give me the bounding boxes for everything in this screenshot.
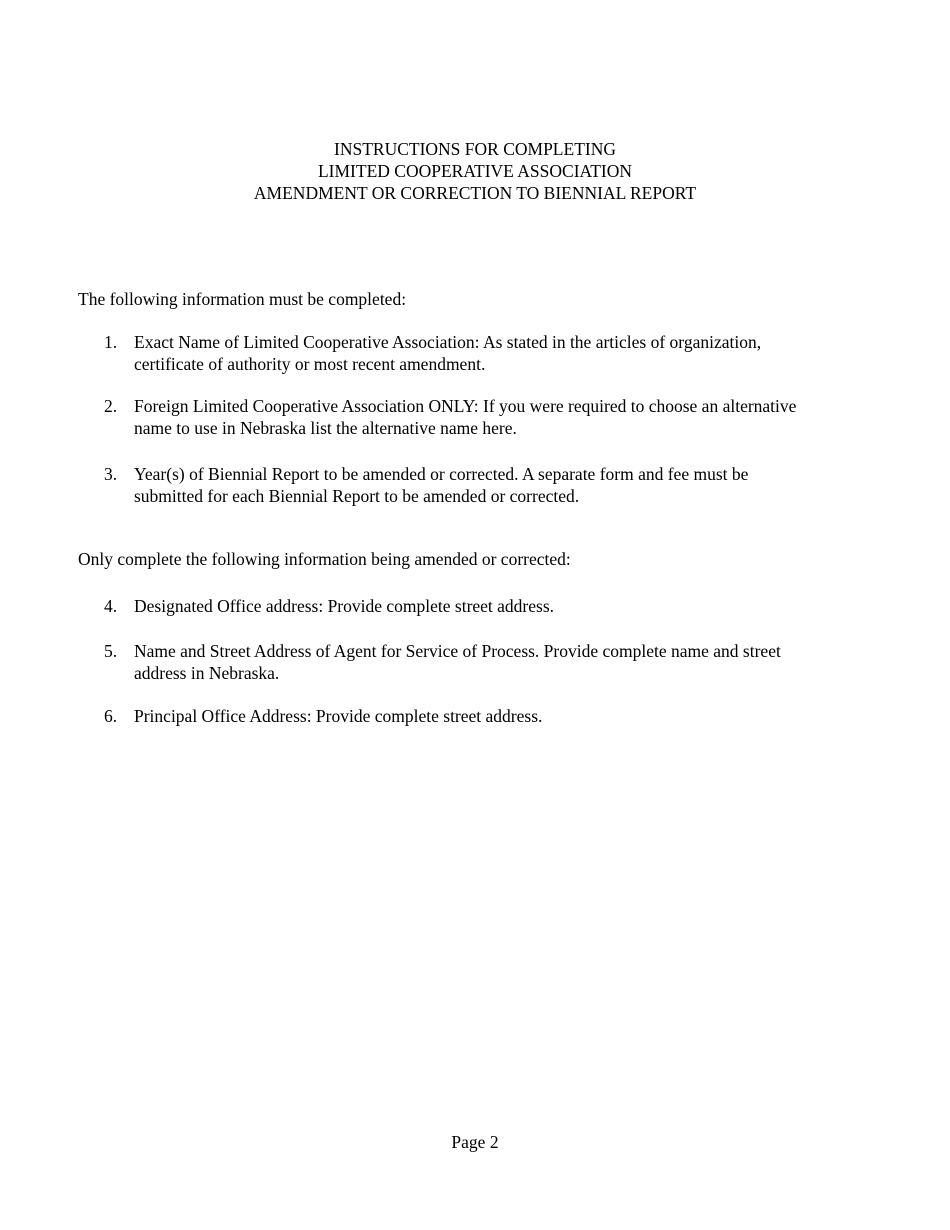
item-number: 2. xyxy=(104,396,118,416)
instruction-item-3 xyxy=(104,463,864,507)
instruction-item-5 xyxy=(104,640,864,684)
item-text xyxy=(134,395,864,439)
item-number: 5. xyxy=(104,641,118,661)
item-number: 4. xyxy=(104,596,118,616)
item-number: 6. xyxy=(104,706,118,726)
title-line-3: AMENDMENT OR CORRECTION TO BIENNIAL REPORT xyxy=(253,183,697,203)
item-text-line-1: Foreign Limited Cooperative Association ONLY: If you were required to choose an alternative xyxy=(134,396,797,416)
instruction-item-1 xyxy=(104,331,864,375)
item-text xyxy=(134,640,864,684)
item-text xyxy=(134,331,864,375)
item-text xyxy=(134,595,864,617)
item-number: 1. xyxy=(104,332,118,352)
document-title xyxy=(0,138,950,204)
title-line-2: LIMITED COOPERATIVE ASSOCIATION xyxy=(317,161,633,181)
instruction-item-2 xyxy=(104,395,864,439)
instruction-item-6 xyxy=(104,705,864,727)
item-text-line-1: Year(s) of Biennial Report to be amended or corrected. A separate form and fee must be xyxy=(134,464,749,484)
item-text xyxy=(134,705,864,727)
item-number: 3. xyxy=(104,464,118,484)
item-text-line-2: address in Nebraska. xyxy=(134,663,280,683)
item-text-line-1: Designated Office address: Provide complete street address. xyxy=(134,596,555,616)
item-text-line-2: name to use in Nebraska list the alternative name here. xyxy=(134,418,517,438)
optional-info-intro: Only complete the following information being amended or corrected: xyxy=(78,549,571,569)
item-text-line-1: Exact Name of Limited Cooperative Association: As stated in the articles of organization, xyxy=(134,332,762,352)
title-line-1: INSTRUCTIONS FOR COMPLETING xyxy=(334,139,616,159)
instruction-item-4 xyxy=(104,595,864,617)
page-number: Page 2 xyxy=(451,1132,499,1152)
required-info-intro: The following information must be completed: xyxy=(78,289,407,309)
item-text-line-2: certificate of authority or most recent amendment. xyxy=(134,354,486,374)
item-text-line-1: Principal Office Address: Provide complete street address. xyxy=(134,706,543,726)
item-text-line-1: Name and Street Address of Agent for Service of Process. Provide complete name and street xyxy=(134,641,781,661)
item-text xyxy=(134,463,864,507)
item-text-line-2: submitted for each Biennial Report to be amended or corrected. xyxy=(134,486,580,506)
